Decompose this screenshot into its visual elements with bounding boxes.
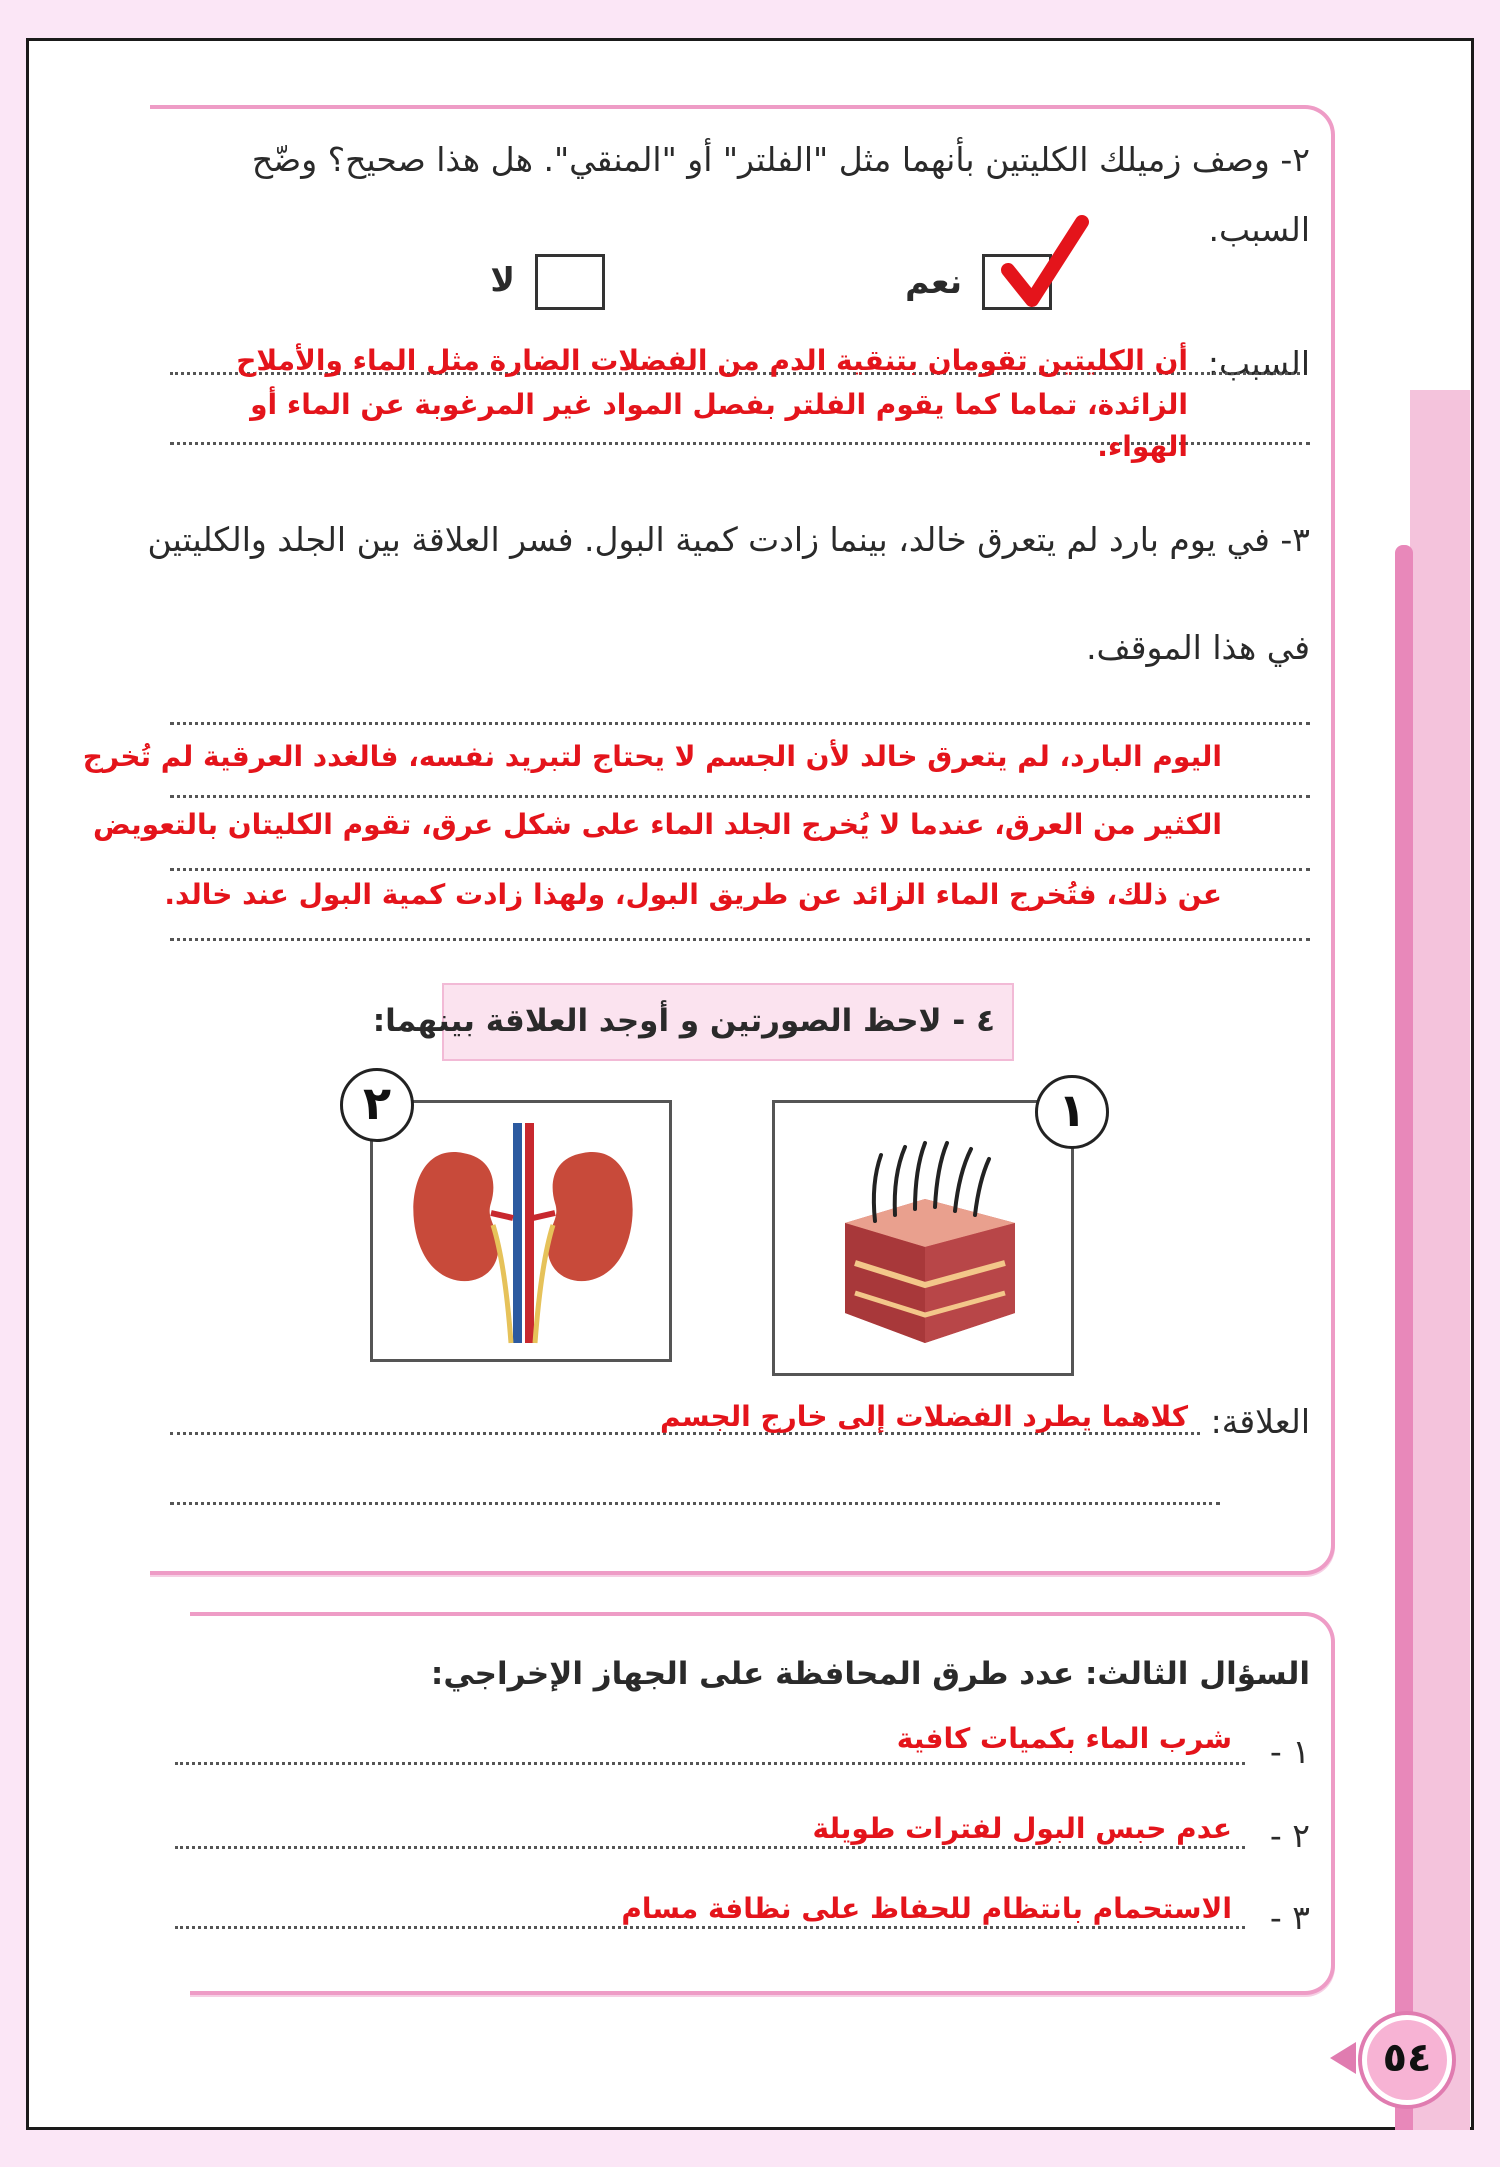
page-arrow-icon <box>1330 2042 1356 2074</box>
q3-text-line2: في هذا الموقف. <box>1086 628 1310 667</box>
no-label: لا <box>490 260 515 299</box>
answer-line <box>175 1926 1245 1929</box>
q3-answer-3: عن ذلك، فتُخرج الماء الزائد عن طريق البول، ولهذا زادت كمية البول عند خالد. <box>164 878 1222 911</box>
answer-line <box>170 868 1310 871</box>
answer-line <box>170 938 1310 941</box>
side-decoration <box>1410 390 1470 2130</box>
image1-number: ١ <box>1035 1075 1109 1149</box>
item3-answer: الاستحمام بانتظام للحفاظ على نظافة مسام <box>621 1892 1232 1925</box>
skin-image-frame <box>772 1100 1074 1376</box>
answer-line <box>175 1762 1245 1765</box>
side-decoration-inner <box>1395 545 1413 2130</box>
item1-number: ١ - <box>1269 1732 1310 1771</box>
image2-number: ٢ <box>340 1068 414 1142</box>
q3-answer-1: اليوم البارد، لم يتعرق خالد لأن الجسم لا يحتاج لتبريد نفسه، فالغدد العرقية لم تُخرج <box>82 740 1222 773</box>
yes-label: نعم <box>905 262 962 301</box>
item1-answer: شرب الماء بكميات كافية <box>896 1722 1232 1755</box>
item2-answer: عدم حبس البول لفترات طويلة <box>812 1812 1232 1845</box>
reason-label: السبب: <box>1207 344 1310 383</box>
q2-text-line1: ٢- وصف زميلك الكليتين بأنهما مثل "الفلتر" أو "المنقي". هل هذا صحيح؟ وضّح <box>251 140 1310 179</box>
page-number: ٥٤ <box>1362 2015 1452 2105</box>
q3-text-line1: ٣- في يوم بارد لم يتعرق خالد، بينما زادت كمية البول. فسر العلاقة بين الجلد والكليتين <box>147 520 1310 559</box>
kidney-image-frame <box>370 1100 672 1362</box>
answer-line <box>170 722 1310 725</box>
q3-answer-2: الكثير من العرق، عندما لا يُخرج الجلد الماء على شكل عرق، تقوم الكليتان بالتعويض <box>92 808 1222 841</box>
item3-number: ٣ - <box>1269 1898 1310 1937</box>
reason-answer-3: الهواء. <box>1097 430 1188 463</box>
reason-answer-2: الزائدة، تماما كما يقوم الفلتر بفصل المواد غير المرغوبة عن الماء أو <box>250 388 1188 421</box>
relation-answer: كلاهما يطرد الفضلات إلى خارج الجسم <box>660 1400 1188 1433</box>
reason-answer-1: أن الكليتين تقومان بتنقية الدم من الفضلات الضارة مثل الماء والأملاح <box>236 344 1188 377</box>
answer-line <box>170 795 1310 798</box>
q2-text-line2: السبب. <box>1208 210 1310 249</box>
answer-line <box>175 1846 1245 1849</box>
item2-number: ٢ - <box>1269 1816 1310 1855</box>
no-checkbox[interactable] <box>535 254 605 310</box>
skin-cross-section-icon <box>775 1103 1071 1373</box>
answer-line <box>170 1502 1220 1505</box>
third-question-title: السؤال الثالث: عدد طرق المحافظة على الجهاز الإخراجي: <box>430 1656 1310 1692</box>
checkmark-icon <box>1000 212 1090 312</box>
relation-label: العلاقة: <box>1210 1402 1310 1441</box>
q4-title: ٤ - لاحظ الصورتين و أوجد العلاقة بينهما: <box>372 1003 995 1039</box>
kidneys-icon <box>373 1103 669 1359</box>
